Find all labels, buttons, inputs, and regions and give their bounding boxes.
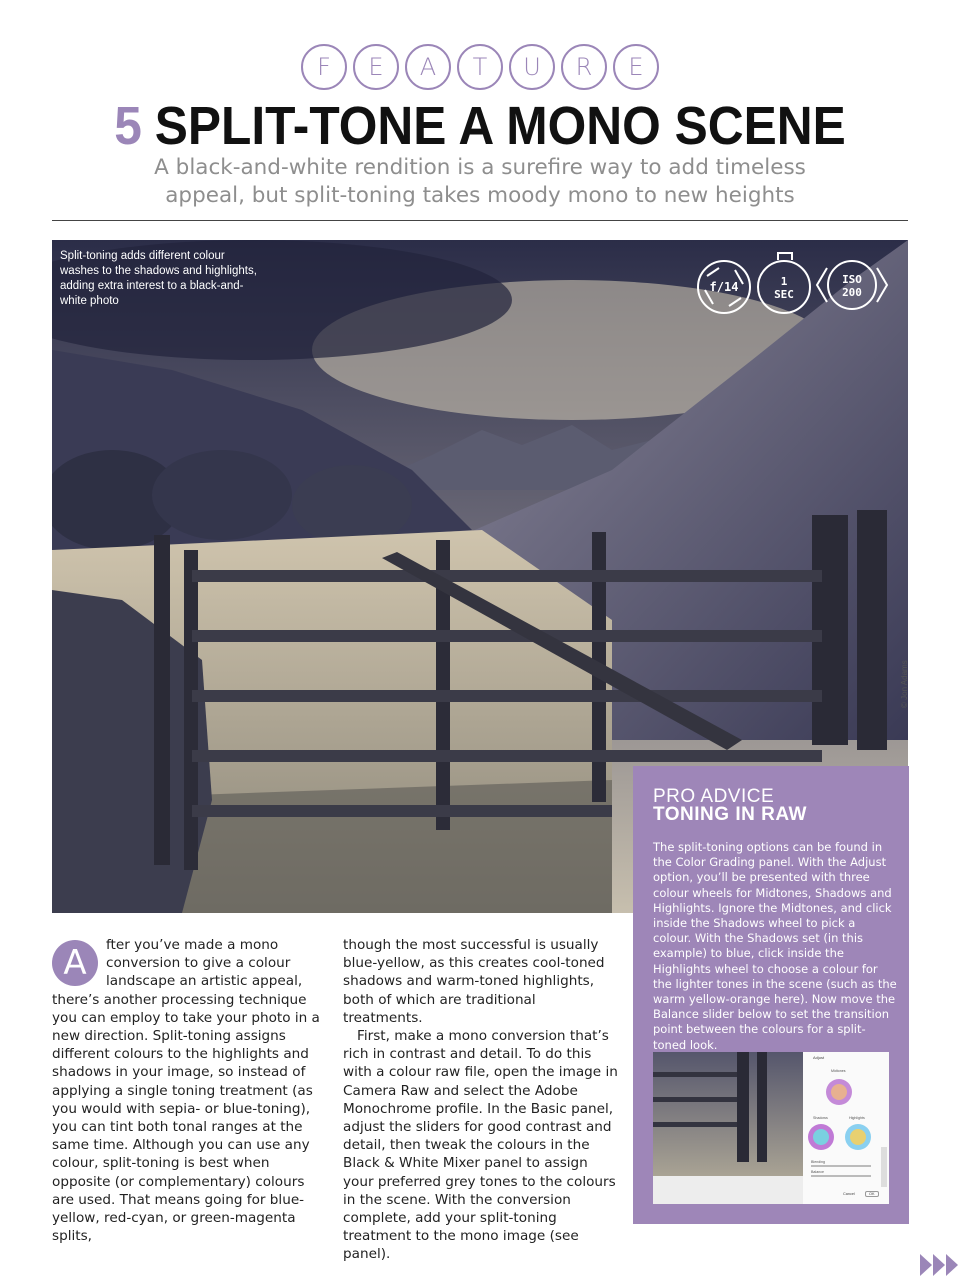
photo-caption: Split-toning adds different colour washes to the shadows and highlights, adding extra interest to a black-and-white photo: [60, 250, 257, 307]
body-column-1: [52, 936, 327, 1245]
feature-letter: F: [301, 44, 347, 90]
advice-title: TONING IN RAW: [653, 804, 807, 825]
panel-midtones-label: Midtones: [831, 1069, 846, 1073]
panel-cancel-button[interactable]: Cancel: [843, 1192, 855, 1196]
iso-badge: [823, 260, 881, 310]
shutter-badge: [757, 260, 811, 314]
iso-value: 200: [842, 286, 862, 299]
photo-credit: © Jon Adams: [900, 660, 909, 708]
dropcap: A: [52, 940, 98, 986]
feature-letter: E: [613, 44, 659, 90]
iso-label: ISO: [842, 273, 862, 286]
feature-label: [0, 44, 960, 90]
body-column-2: [343, 936, 618, 1264]
feature-letter: T: [457, 44, 503, 90]
color-grading-screenshot: [653, 1052, 889, 1204]
advice-kicker: PRO ADVICE: [653, 786, 775, 807]
panel-illustration: [653, 1052, 889, 1204]
advice-text: The split-toning options can be found in the Color Grading panel. With the Adjust option, you’ll be presented with three colour wheels for Midtones, Shadows and Highlights. Ignore the Midtones, and click inside the Shadows wheel to pick a colour. With the Shadows set (in this example) to blue, click inside the Highlights wheel to choose a colour for the lighter tones in the scene (such as the warm yellow-orange here). Now move the Balance slider below to set the transition point between the colours for a split-toned look.: [653, 840, 897, 1052]
body-paragraph: fter you’ve made a mono conversion to give a colour landscape an artistic appeal, there’s another processing technique you can employ to take your photo in a new direction. Split-toning assigns different colours to the highlights and shadows in your image, so instead of applying a single toning treatment (as you would with sepia- or blue-toning), you can tint both tonal ranges at the same time. Although you can use any colour, split-toning is best when opposite (or complementary) colours are used. That means going for blue-yellow, red-cyan, or green-magenta splits,: [52, 937, 320, 1245]
aperture-value: f/14: [709, 280, 739, 294]
panel-highlights-label: Highlights: [849, 1116, 865, 1120]
feature-letter: R: [561, 44, 607, 90]
panel-ok-button[interactable]: OK: [865, 1191, 879, 1197]
body-paragraph: First, make a mono conversion that’s rich in contrast and detail. To do this with a colour raw file, open the image in Camera Raw and select the Adobe Monochrome profile. In the Basic panel, adjust the sliders for good contrast and detail, then tweak the colours in the Black & White Mixer panel to assign your preferred grey tones to the colours in the scene. With the conversion complete, add your split-toning treatment to the mono image (see panel).: [343, 1028, 618, 1263]
feature-letter: A: [405, 44, 451, 90]
panel-adjust-label: Adjust: [813, 1055, 825, 1060]
body-paragraph: though the most successful is usually blue-yellow, as this creates cool-toned shadows and warm-toned highlights, both of which are traditional treatments.: [343, 937, 605, 1026]
shutter-value: 1: [780, 275, 788, 288]
panel-shadows-label: Shadows: [813, 1116, 828, 1120]
shutter-unit: SEC: [774, 288, 794, 301]
panel-balance-label: Balance: [811, 1170, 824, 1174]
feature-letter: U: [509, 44, 555, 90]
panel-blending-label: Blending: [811, 1160, 825, 1164]
page-title: [38, 95, 921, 157]
title-text: SPLIT-TONE A MONO SCENE: [154, 96, 846, 156]
subtitle: A black-and-white rendition is a surefire way to add timeless appeal, but split-toning takes moody mono to new heights: [154, 155, 806, 208]
next-page-arrows-icon[interactable]: [920, 1252, 960, 1278]
aperture-icon: [699, 262, 749, 312]
feature-letter: E: [353, 44, 399, 90]
step-number: 5: [114, 96, 142, 156]
stopwatch-icon: [777, 252, 793, 260]
pro-advice-box: [633, 766, 909, 1224]
divider: [52, 220, 908, 221]
